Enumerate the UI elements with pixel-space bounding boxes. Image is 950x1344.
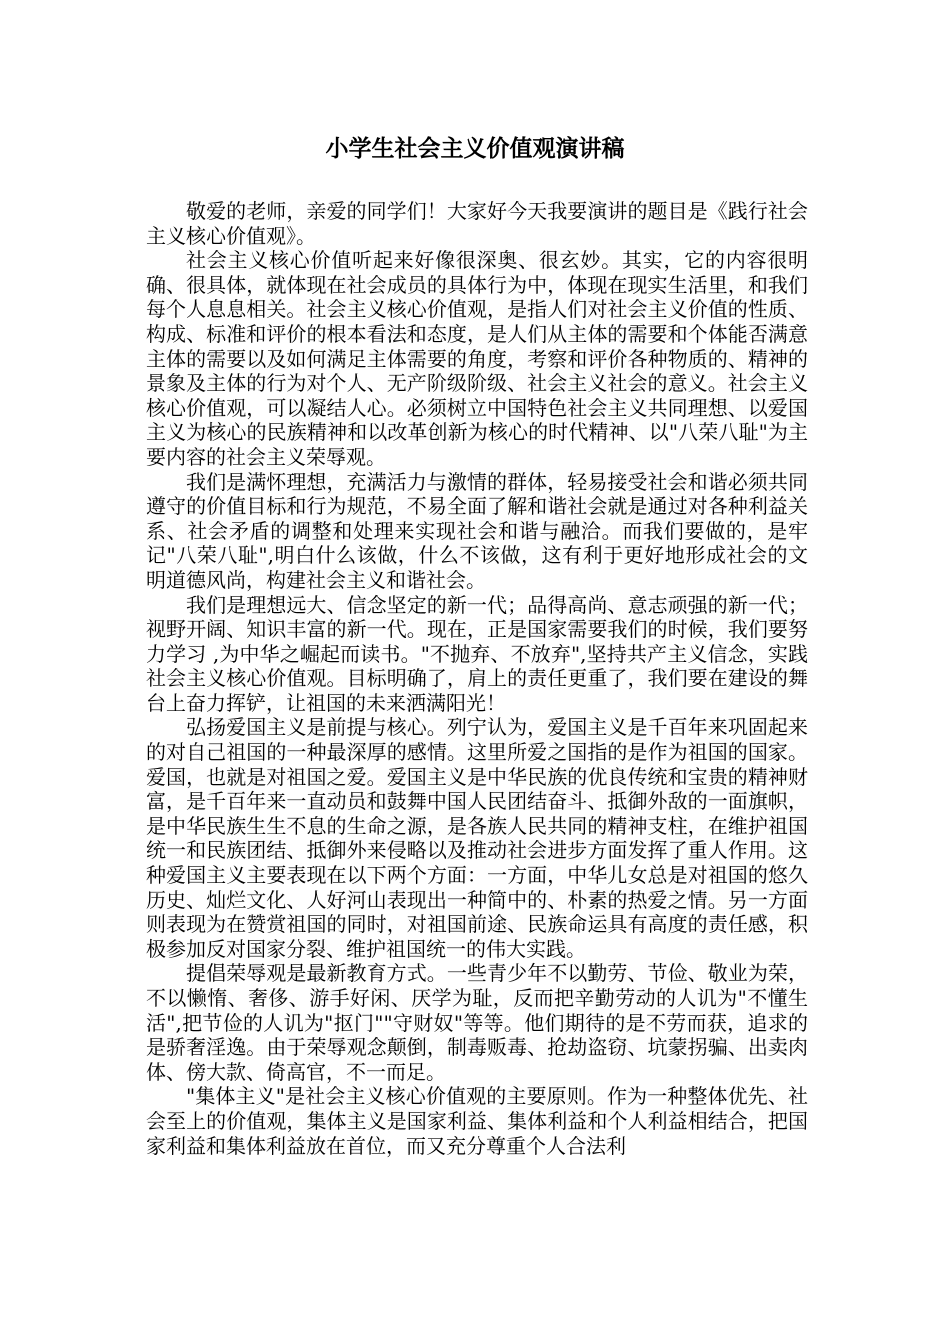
paragraph: 弘扬爱国主义是前提与核心。列宁认为，爱国主义是千百年来巩固起来的对自己祖国的一种最深厚的感情。这里所爱之国指的是作为祖国的国家。爱国，也就是对祖国之爱。爱国主义是中华民族的优良传统和宝贵的精神财富，是千百年来一直动员和鼓舞中国人民团结奋斗、抵御外敌的一面旗帜，是中华民族生生不息的生命之源，是各族人民共同的精神支柱，在维护祖国统一和民族团结、抵御外来侵略以及推动社会进步方面发挥了重人作用。这种爱国主义主要表现在以下两个方面：一方面，中华儿女总是对祖国的悠久历史、灿烂文化、人好河山表现出一种简中的、朴素的热爱之情。另一方面则表现为在赞赏祖国的同时，对祖国前途、民族命运具有高度的责任感，积极参加反对国家分裂、维护祖国统一的伟大实践。 xyxy=(146,715,808,961)
document-body xyxy=(146,199,808,1158)
paragraph: 敬爱的老师，亲爱的同学们！大家好今天我要演讲的题目是《践行社会主义核心价值观》。 xyxy=(146,199,808,248)
paragraph: 我们是满怀理想，充满活力与激情的群体，轻易接受社会和谐必须共同遵守的价值目标和行为规范，不易全面了解和谐社会就是通过对各种利益关系、社会矛盾的调整和处理来实现社会和谐与融洽。而我们要做的，是牢记"八荣八耻",明白什么该做，什么不该做，这有利于更好地形成社会的文明道德风尚，构建社会主义和谐社会。 xyxy=(146,469,808,592)
paragraph: 我们是理想远大、信念坚定的新一代；品得高尚、意志顽强的新一代；视野开阔、知识丰富的新一代。现在，正是国家需要我们的时候，我们要努力学习 ,为中华之崛起而读书。"不抛弃、不放弃",坚持共产主义信念，实践社会主义核心价值观。目标明确了，肩上的责任更重了，我们要在建设的舞台上奋力挥铲，让祖国的未来洒满阳光！ xyxy=(146,592,808,715)
document-title: 小学生社会主义价值观演讲稿 xyxy=(325,136,625,162)
paragraph: "集体主义"是社会主义核心价值观的主要原则。作为一种整体优先、社会至上的价值观，集体主义是国家利益、集体利益和个人利益相结合，把国家利益和集体利益放在首位，而又充分尊重个人合法利 xyxy=(146,1084,808,1158)
paragraph: 社会主义核心价值听起来好像很深奥、很玄妙。其实，它的内容很明确、很具体，就体现在社会成员的具体行为中，体现在现实生活里，和我们每个人息息相关。社会主义核心价值观，是指人们对社会主义价值的性质、构成、标准和评价的根本看法和态度，是人们从主体的需要和个体能否满意主体的需要以及如何满足主体需要的角度，考察和评价各种物质的、精神的景象及主体的行为对个人、无产阶级阶级、社会主义社会的意义。社会主义核心价值观，可以凝结人心。必须树立中国特色社会主义共同理想、以爱国主义为核心的民族精神和以改革创新为核心的时代精神、以"八荣八耻"为主要内容的社会主义荣辱观。 xyxy=(146,248,808,469)
paragraph: 提倡荣辱观是最新教育方式。一些青少年不以勤劳、节俭、敬业为荣，不以懒惰、奢侈、游手好闲、厌学为耻，反而把辛勤劳动的人讥为"不懂生活",把节俭的人讥为"抠门""守财奴"等等。他们期待的是不劳而获，追求的是骄奢淫逸。由于荣辱观念颠倒，制毒贩毒、抢劫盗窃、坑蒙拐骗、出卖肉体、傍大款、倚高官，不一而足。 xyxy=(146,961,808,1084)
